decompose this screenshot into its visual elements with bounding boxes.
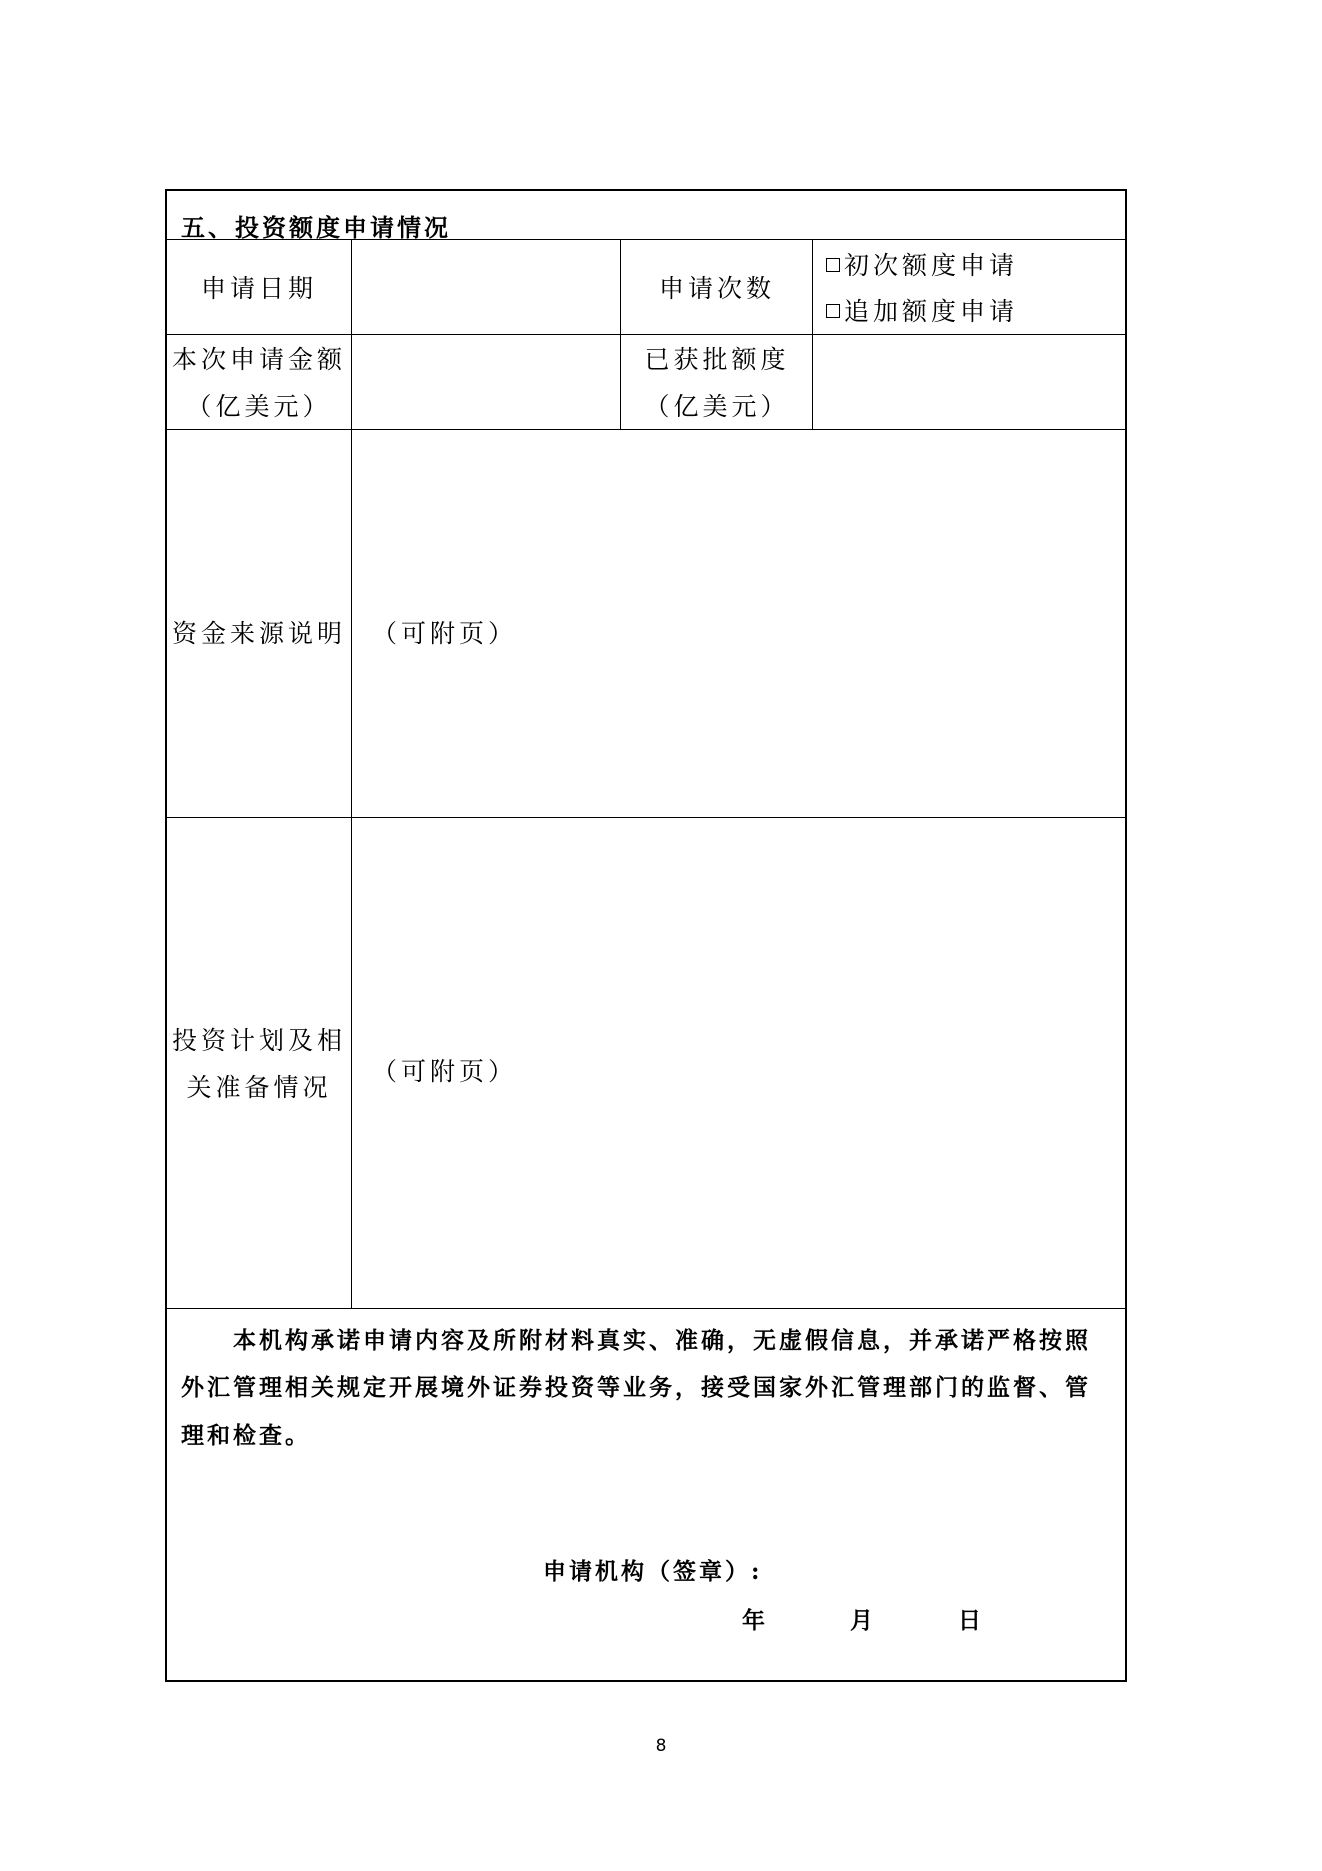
requested-amount-label: [167, 336, 351, 429]
fund-source-label: 资金来源说明: [171, 619, 346, 648]
date-day: 日: [958, 1607, 985, 1634]
label-line: 已获批额度: [644, 344, 790, 374]
investment-plan-note: （可附页）: [372, 1057, 518, 1086]
investment-plan-label: [167, 819, 351, 1308]
column-divider: [620, 239, 621, 430]
checkbox[interactable]: [826, 304, 840, 318]
date-year: 年: [742, 1607, 769, 1634]
label-line: （亿美元）: [644, 391, 790, 421]
checkbox[interactable]: [826, 258, 840, 272]
label-line: 投资计划及相: [171, 1025, 346, 1055]
application-date-field[interactable]: [353, 241, 620, 334]
commitment-line-2: 外汇管理相关规定开展境外证券投资等业务，接受国家外汇管理部门的监督、管: [181, 1374, 1091, 1401]
divider: [167, 817, 1125, 818]
label-line: （亿美元）: [186, 391, 332, 421]
requested-amount-field[interactable]: [353, 336, 620, 429]
application-type-options: [826, 241, 1116, 334]
divider: [167, 429, 1125, 430]
section-title: 五、投资额度申请情况: [181, 213, 451, 242]
approved-quota-label: [622, 336, 812, 429]
additional-quota-option[interactable]: [826, 287, 1116, 333]
quota-application-form: [165, 189, 1127, 1682]
commitment-line-1: 本机构承诺申请内容及所附材料真实、准确，无虚假信息，并承诺严格按照: [233, 1327, 1091, 1354]
signature-label: 申请机构（签章）:: [543, 1558, 763, 1585]
date-month: 月: [850, 1607, 877, 1634]
divider: [167, 239, 1125, 240]
column-divider: [351, 239, 352, 1309]
page-number: 8: [655, 1736, 667, 1756]
label-line: 关准备情况: [186, 1072, 332, 1102]
application-date-label: 申请日期: [200, 274, 317, 303]
divider: [167, 1308, 1125, 1309]
option-label: 追加额度申请: [844, 297, 1019, 326]
initial-quota-option[interactable]: [826, 241, 1116, 287]
application-count-label: 申请次数: [658, 274, 775, 303]
fund-source-note: （可附页）: [372, 619, 518, 648]
commitment-line-3: 理和检查。: [181, 1422, 311, 1449]
label-line: 本次申请金额: [171, 344, 346, 374]
signature-field[interactable]: [767, 1546, 1097, 1586]
column-divider: [812, 239, 813, 430]
option-label: 初次额度申请: [844, 251, 1019, 280]
approved-quota-field[interactable]: [814, 336, 1125, 429]
